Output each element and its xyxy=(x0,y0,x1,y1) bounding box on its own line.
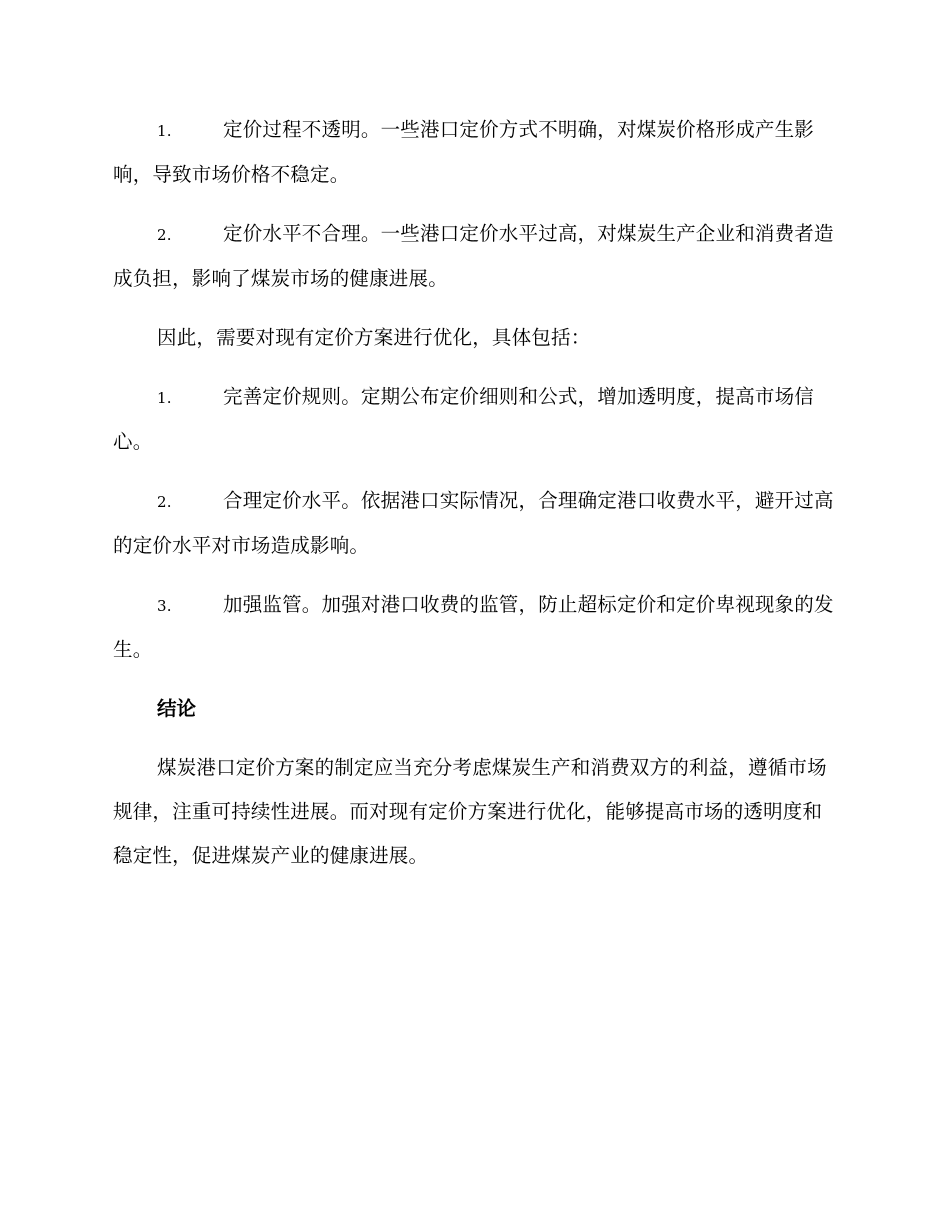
list-item-text: 合理定价水平。依据港口实际情况，合理确定港口收费水平，避开过高的定价水平对市场造成影响。 xyxy=(113,489,834,557)
list-number: 2. xyxy=(157,493,172,511)
list-item-text: 加强监管。加强对港口收费的监管，防止超标定价和定价卑视现象的发生。 xyxy=(113,593,834,661)
list-item-text: 完善定价规则。定期公布定价细则和公式，增加透明度，提高市场信心。 xyxy=(113,385,815,453)
list-item xyxy=(113,375,835,464)
list-item xyxy=(113,108,835,197)
list-number: 2. xyxy=(157,226,172,244)
list-number: 3. xyxy=(157,597,172,615)
list-item xyxy=(113,583,835,672)
list-item xyxy=(113,479,835,568)
list-number: 1. xyxy=(157,122,172,140)
list-number: 1. xyxy=(157,389,172,407)
list-item xyxy=(113,212,835,301)
conclusion-heading: 结论 xyxy=(157,697,197,720)
list-item-text: 定价过程不透明。一些港口定价方式不明确，对煤炭价格形成产生影响，导致市场价格不稳定。 xyxy=(113,118,815,186)
intro-paragraph: 因此，需要对现有定价方案进行优化，具体包括： xyxy=(157,326,591,349)
document-content xyxy=(113,108,835,893)
conclusion-paragraph: 煤炭港口定价方案的制定应当充分考虑煤炭生产和消费双方的利益，遵循市场规律，注重可持续性进展。而对现有定价方案进行优化，能够提高市场的透明度和稳定性，促进煤炭产业的健康进展。 xyxy=(113,756,827,867)
list-item-text: 定价水平不合理。一些港口定价水平过高，对煤炭生产企业和消费者造成负担，影响了煤炭市场的健康进展。 xyxy=(113,222,834,290)
